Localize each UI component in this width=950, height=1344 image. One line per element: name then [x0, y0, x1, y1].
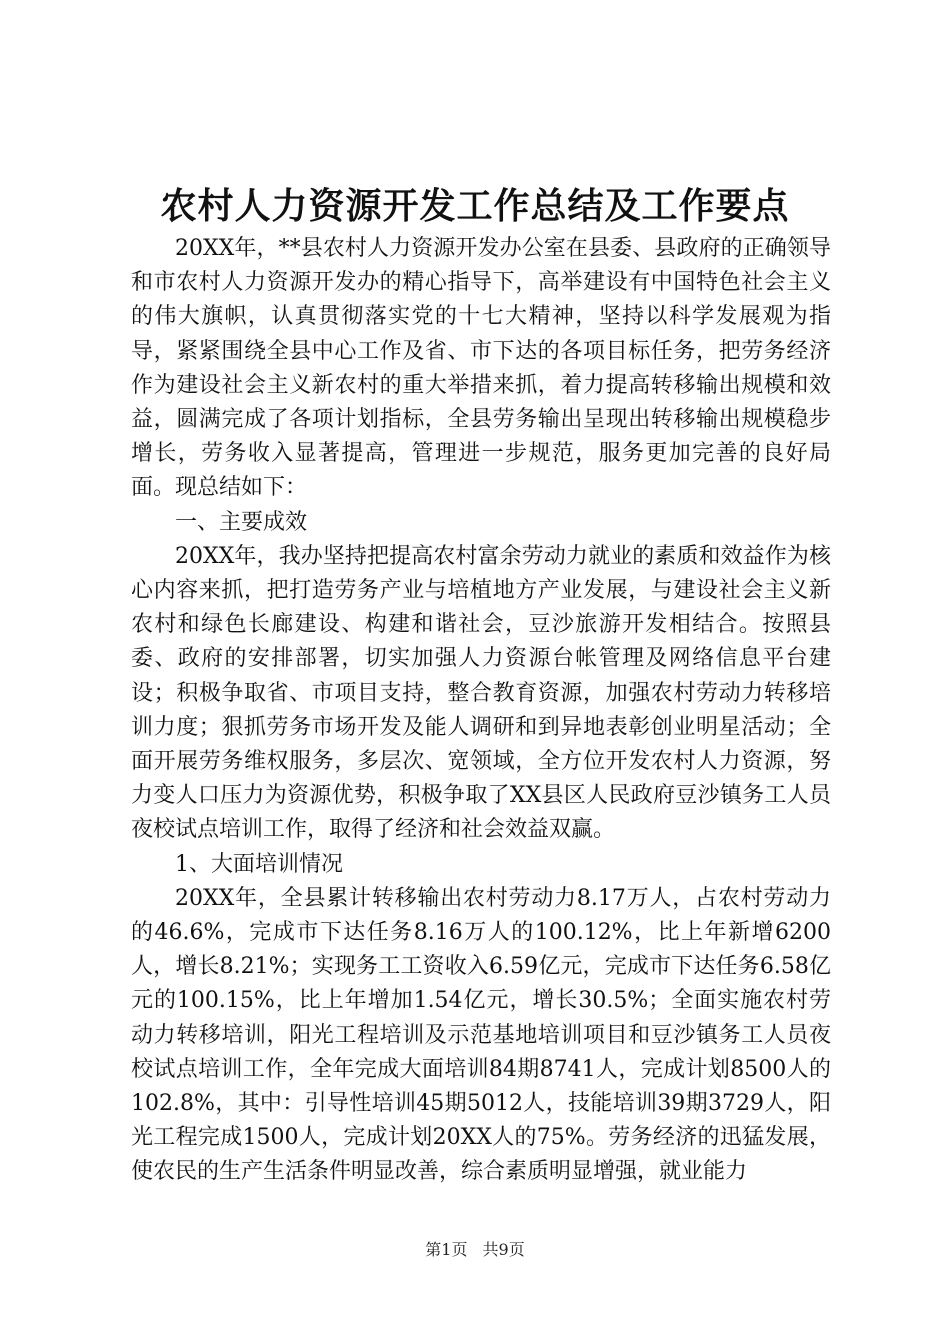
paragraph-intro: 20XX年，**县农村人力资源开发办公室在县委、县政府的正确领导和市农村人力资源开发办的精心指导下，高举建设有中国特色社会主义的伟大旗帜，认真贯彻落实党的十七大精神，坚持以科学发展观为指导，紧紧围绕全县中心工作及省、市下达的各项目标任务，把劳务经济作为建设社会主义新农村的重大举措来抓，着力提高转移输出规模和效益，圆满完成了各项计划指标，全县劳务输出呈现出转移输出规模稳步增长，劳务收入显著提高，管理进一步规范，服务更加完善的良好局面。现总结如下： — [131, 236, 831, 501]
page-number: 第1页 — [425, 1240, 468, 1259]
document-title: 农村人力资源开发工作总结及工作要点 — [160, 185, 790, 227]
page-footer — [0, 1238, 950, 1262]
page-total: 共9页 — [482, 1240, 525, 1259]
document-body — [131, 232, 831, 1190]
paragraph-main-results: 20XX年，我办坚持把提高农村富余劳动力就业的素质和效益作为核心内容来抓，把打造劳务产业与培植地方产业发展，与建设社会主义新农村和绿色长廊建设、构建和谐社会，豆沙旅游开发相结合。按照县委、政府的安排部署，切实加强人力资源台帐管理及网络信息平台建设；积极争取省、市项目支持，整合教育资源，加强农村劳动力转移培训力度；狠抓劳务市场开发及能人调研和到异地表彰创业明星活动；全面开展劳务维权服务，多层次、宽领域，全方位开发农村人力资源，努力变人口压力为资源优势，积极争取了XX县区人民政府豆沙镇务工人员夜校试点培训工作，取得了经济和社会效益双赢。 — [131, 543, 831, 843]
subsection-heading-training: 1、大面培训情况 — [175, 851, 343, 877]
paragraph-training: 20XX年，全县累计转移输出农村劳动力8.17万人，占农村劳动力的46.6%，完成市下达任务8.16万人的100.12%，比上年新增6200人，增长8.21%；实现务工工资收入6.59亿元，完成市下达任务6.58亿元的100.15%，比上年增加1.54亿元，增长30.5%；全面实施农村劳动力转移培训，阳光工程培训及示范基地培训项目和豆沙镇务工人员夜校试点培训工作，全年完成大面培训84期8741人，完成计划8500人的102.8%，其中：引导性培训45期5012人，技能培训39期3729人，阳光工程完成1500人，完成计划20XX人的75%。劳务经济的迅猛发展，使农民的生产生活条件明显改善，综合素质明显增强，就业能力 — [131, 885, 831, 1185]
section-heading-main-results: 一、主要成效 — [175, 509, 308, 535]
